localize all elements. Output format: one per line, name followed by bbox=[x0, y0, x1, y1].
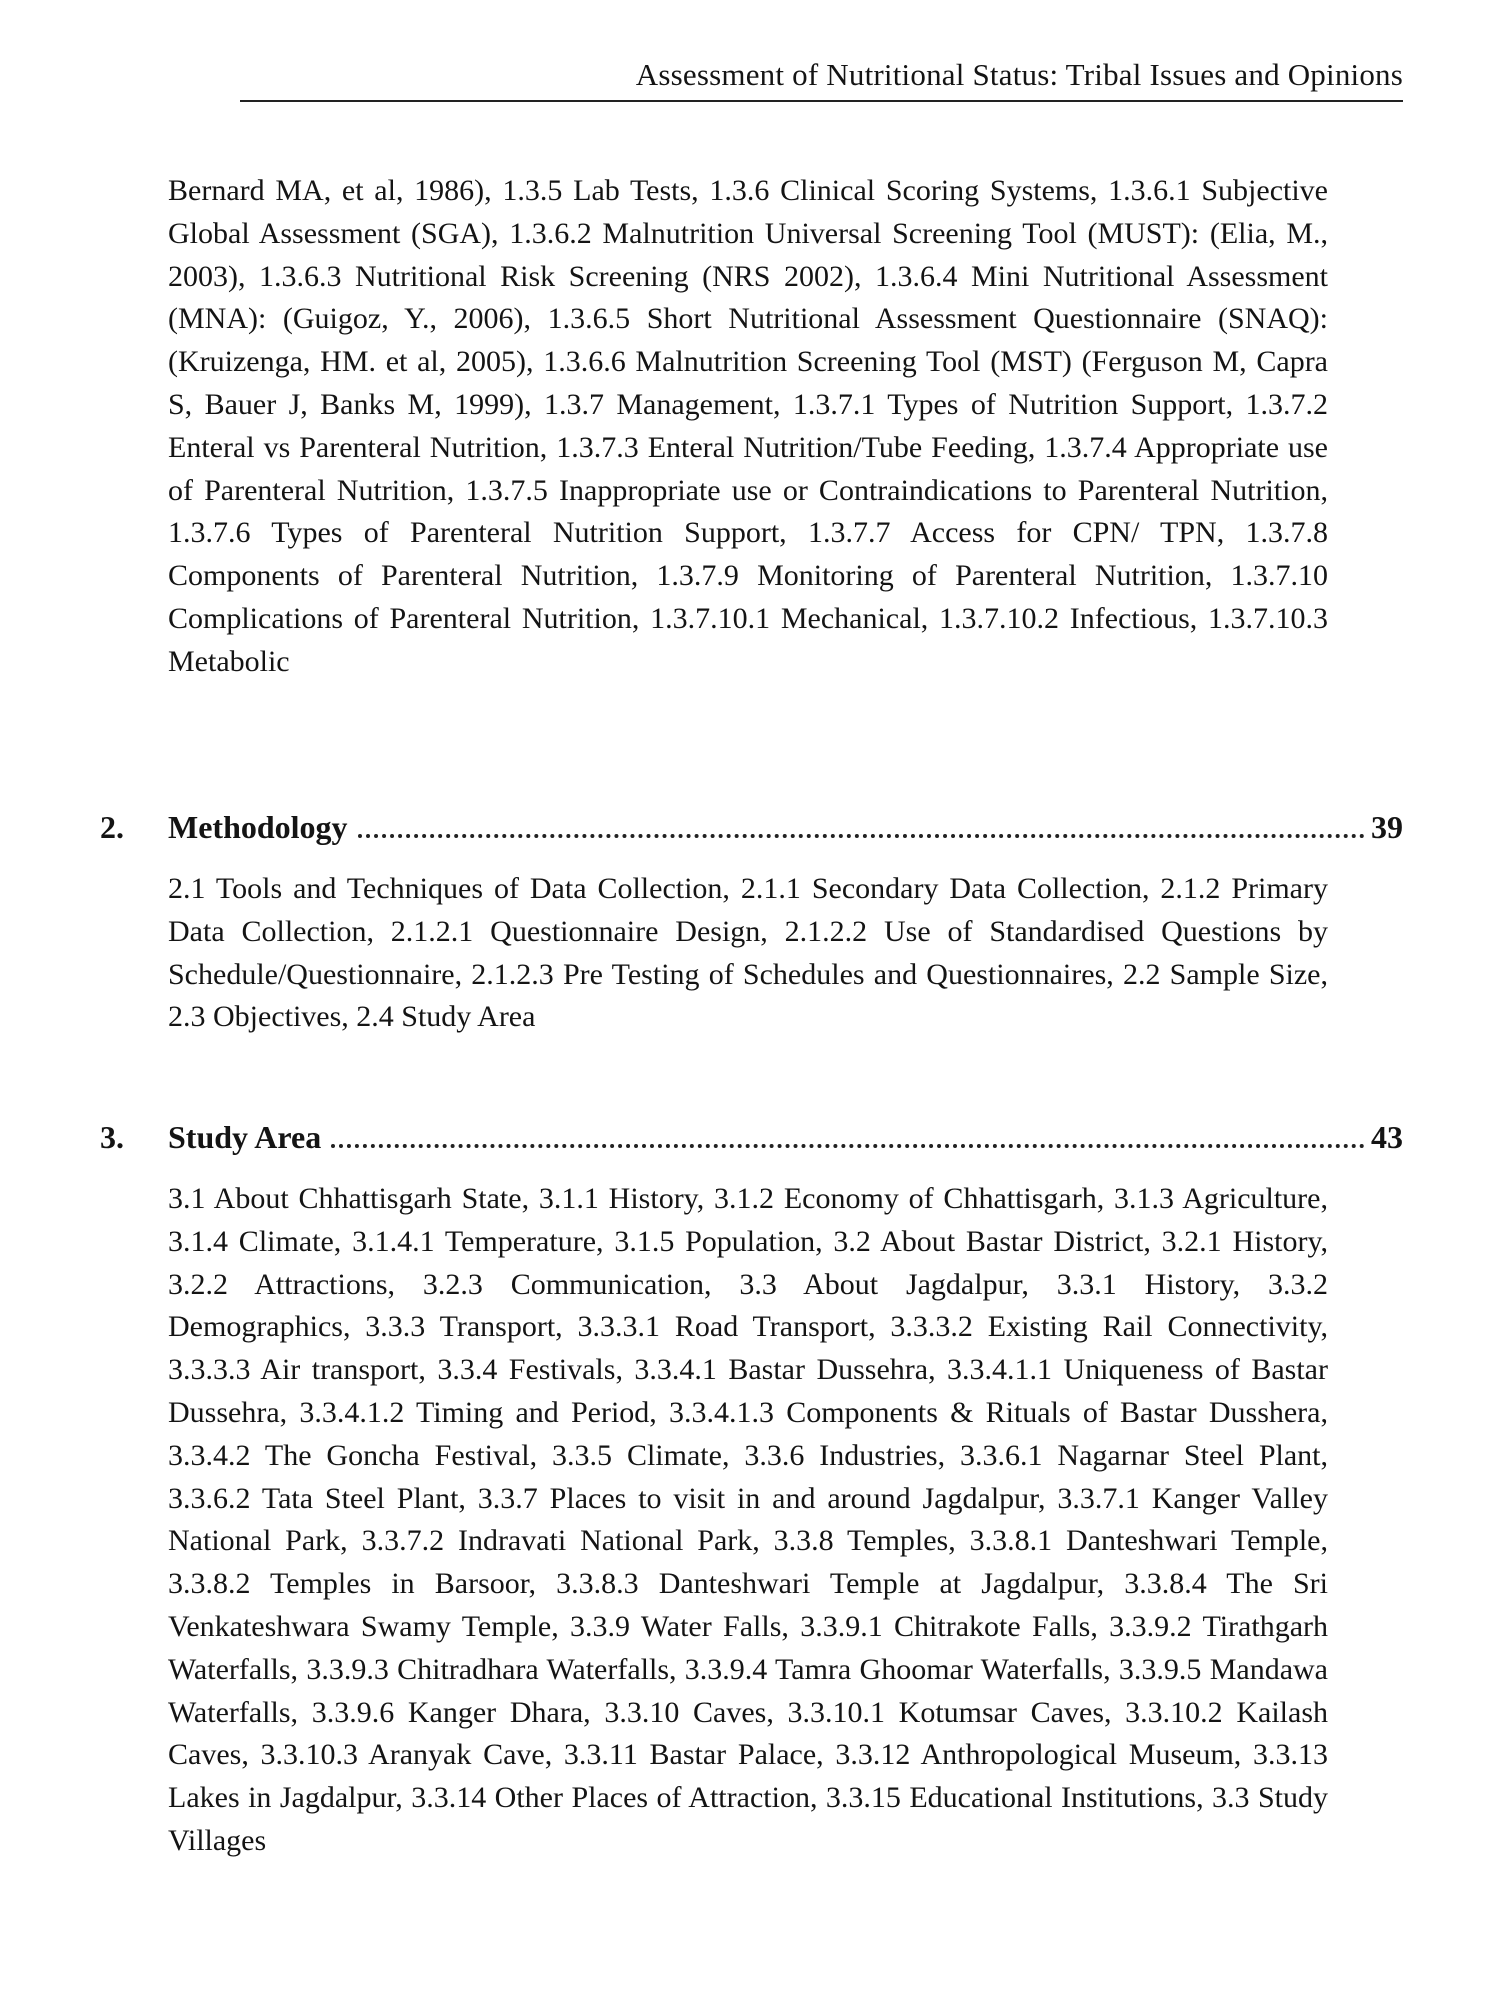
toc-entry-methodology bbox=[100, 804, 1403, 850]
page-number: 43 bbox=[1371, 1119, 1403, 1155]
toc-study-area-contents: 3.1 About Chhattisgarh State, 3.1.1 History, 3.1.2 Economy of Chhattisgarh, 3.1.3 Agriculture, 3.1.4 Climate, 3.1.4.1 Temperature, 3.1.5 Population, 3.2 About Bastar District, 3.2.1 History, 3.2.2 Attractions, 3.2.3 Communication, 3.3 About Jagdalpur, 3.3.1 History, 3.3.2 Demographics, 3.3.3 Transport, 3.3.3.1 Road Transport, 3.3.3.2 Existing Rail Connectivity, 3.3.3.3 Air transport, 3.3.4 Festivals, 3.3.4.1 Bastar Dussehra, 3.3.4.1.1 Uniqueness of Bastar Dussehra, 3.3.4.1.2 Timing and Period, 3.3.4.1.3 Components & Rituals of Bastar Dusshera, 3.3.4.2 The Goncha Festival, 3.3.5 Climate, 3.3.6 Industries, 3.3.6.1 Nagarnar Steel Plant, 3.3.6.2 Tata Steel Plant, 3.3.7 Places to visit in and around Jagdalpur, 3.3.7.1 Kanger Valley National Park, 3.3.7.2 Indravati National Park, 3.3.8 Temples, 3.3.8.1 Danteshwari Temple, 3.3.8.2 Temples in Barsoor, 3.3.8.3 Danteshwari Temple at Jagdalpur, 3.3.8.4 The Sri Venkateshwara Swamy Temple, 3.3.9 Water Falls, 3.3.9.1 Chitrakote Falls, 3.3.9.2 Tirathgarh Waterfalls, 3.3.9.3 Chitradhara Waterfalls, 3.3.9.4 Tamra Ghoomar Waterfalls, 3.3.9.5 Mandawa Waterfalls, 3.3.9.6 Kanger Dhara, 3.3.10 Caves, 3.3.10.1 Kotumsar Caves, 3.3.10.2 Kailash Caves, 3.3.10.3 Aranyak Cave, 3.3.11 Bastar Palace, 3.3.12 Anthropological Museum, 3.3.13 Lakes in Jagdalpur, 3.3.14 Other Places of Attraction, 3.3.15 Educational Institutions, 3.3 Study Villages bbox=[168, 1182, 1328, 1857]
dot-leader bbox=[331, 1144, 1365, 1148]
toc-continuation-text: Bernard MA, et al, 1986), 1.3.5 Lab Tests, 1.3.6 Clinical Scoring Systems, 1.3.6.1 Subjective Global Assessment (SGA), 1.3.6.2 Malnutrition Universal Screening Tool (MUST): (Elia, M., 2003), 1.3.6.3 Nutritional Risk Screening (NRS 2002), 1.3.6.4 Mini Nutritional Assessment (MNA): (Guigoz, Y., 2006), 1.3.6.5 Short Nutritional Assessment Questionnaire (SNAQ): (Kruizenga, HM. et al, 2005), 1.3.6.6 Malnutrition Screening Tool (MST) (Ferguson M, Capra S, Bauer J, Banks M, 1999), 1.3.7 Management, 1.3.7.1 Types of Nutrition Support, 1.3.7.2 Enteral vs Parenteral Nutrition, 1.3.7.3 Enteral Nutrition/Tube Feeding, 1.3.7.4 Appropriate use of Parenteral Nutrition, 1.3.7.5 Inappropriate use or Contraindications to Parenteral Nutrition, 1.3.7.6 Types of Parenteral Nutrition Support, 1.3.7.7 Access for CPN/ TPN, 1.3.7.8 Components of Parenteral Nutrition, 1.3.7.9 Monitoring of Parenteral Nutrition, 1.3.7.10 Complications of Parenteral Nutrition, 1.3.7.10.1 Mechanical, 1.3.7.10.2 Infectious, 1.3.7.10.3 Metabolic bbox=[168, 174, 1328, 678]
section-title: Study Area bbox=[168, 1119, 322, 1155]
toc-entry-study-area bbox=[100, 1114, 1403, 1160]
dot-leader bbox=[358, 834, 1365, 838]
running-header: Assessment of Nutritional Status: Tribal Issues and Opinions bbox=[240, 50, 1403, 102]
section-number: 2. bbox=[100, 809, 124, 845]
section-number: 3. bbox=[100, 1119, 124, 1155]
toc-methodology-contents: 2.1 Tools and Techniques of Data Collection, 2.1.1 Secondary Data Collection, 2.1.2 Primary Data Collection, 2.1.2.1 Questionnaire Design, 2.1.2.2 Use of Standardised Questions by Schedule/Questionnaire, 2.1.2.3 Pre Testing of Schedules and Questionnaires, 2.2 Sample Size, 2.3 Objectives, 2.4 Study Area bbox=[168, 872, 1328, 1034]
section-title: Methodology bbox=[168, 809, 348, 845]
page-number: 39 bbox=[1371, 809, 1403, 845]
